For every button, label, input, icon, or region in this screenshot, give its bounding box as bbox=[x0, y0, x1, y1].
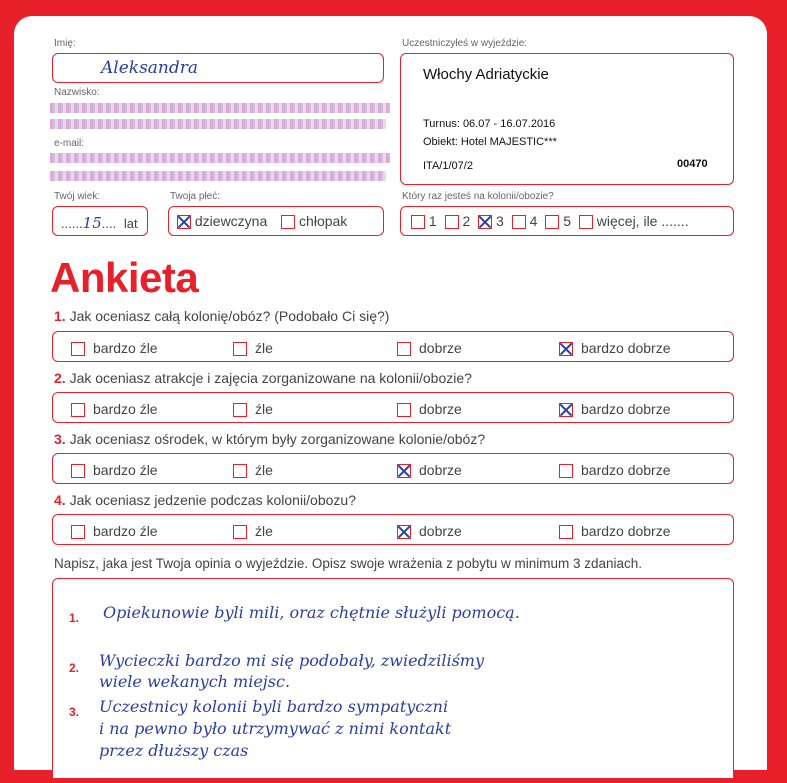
q2-checkbox-2[interactable] bbox=[233, 403, 247, 417]
trip-box bbox=[400, 53, 734, 185]
q2-option-bardzo-dobrze: bardzo dobrze bbox=[559, 401, 671, 417]
trip-destination: Włochy Adriatyckie bbox=[423, 66, 549, 83]
q1-option-bardzo-dobrze: bardzo dobrze bbox=[559, 340, 671, 356]
q3-checkbox-2[interactable] bbox=[233, 464, 247, 478]
q4-checkbox-1[interactable] bbox=[71, 525, 85, 539]
times-2-label: 2 bbox=[462, 213, 471, 229]
opinion-line-3: wiele wekanych miejsc. bbox=[99, 672, 291, 691]
age-label: Twój wiek: bbox=[54, 191, 101, 202]
times-5-checkbox[interactable] bbox=[545, 215, 559, 229]
age-unit: lat bbox=[123, 216, 138, 231]
q2-option-bardzo-zle: bardzo źle bbox=[71, 401, 158, 417]
age-field[interactable] bbox=[52, 206, 148, 236]
times-1-label: 1 bbox=[428, 213, 437, 229]
times-label: Który raz jesteś na kolonii/obozie? bbox=[402, 191, 554, 202]
age-dots-suffix: .... bbox=[101, 216, 117, 231]
name-field[interactable] bbox=[52, 53, 384, 83]
q1-checkbox-2[interactable] bbox=[233, 342, 247, 356]
trip-number: 00470 bbox=[677, 158, 708, 170]
times-2-checkbox[interactable] bbox=[445, 215, 459, 229]
q1-checkbox-4[interactable] bbox=[559, 342, 573, 356]
gender-female-checkbox[interactable] bbox=[177, 215, 191, 229]
question-3: 3. Jak oceniasz ośrodek, w którym były zorganizowane kolonie/obóz? bbox=[54, 431, 486, 447]
times-3-checkbox[interactable] bbox=[478, 215, 492, 229]
question-1: 1. Jak oceniasz całą kolonię/obóz? (Podobało Ci się?) bbox=[54, 308, 390, 324]
q3-checkbox-4[interactable] bbox=[559, 464, 573, 478]
opinion-line-1: Opiekunowie byli mili, oraz chętnie służyli pomocą. bbox=[103, 603, 520, 622]
q1-option-bardzo-zle: bardzo źle bbox=[71, 340, 158, 356]
q2-checkbox-4[interactable] bbox=[559, 403, 573, 417]
times-field bbox=[400, 206, 734, 236]
opinion-num-2: 2. bbox=[69, 661, 80, 675]
surname-label: Nazwisko: bbox=[54, 87, 100, 98]
q2-checkbox-1[interactable] bbox=[71, 403, 85, 417]
times-more-label: więcej, ile ....... bbox=[596, 213, 689, 229]
q1-option-dobrze: dobrze bbox=[397, 340, 462, 356]
question-2: 2. Jak oceniasz atrakcje i zajęcia zorganizowane na kolonii/obozie? bbox=[54, 370, 472, 386]
q1-checkbox-1[interactable] bbox=[71, 342, 85, 356]
q4-checkbox-3[interactable] bbox=[397, 525, 411, 539]
trip-turnus: Turnus: 06.07 - 16.07.2016 bbox=[423, 118, 556, 130]
times-3-label: 3 bbox=[496, 213, 504, 229]
times-1-checkbox[interactable] bbox=[411, 215, 425, 229]
q2-option-zle: źle bbox=[233, 401, 273, 417]
question-4-options bbox=[52, 514, 734, 545]
gender-female-label: dziewczyna bbox=[194, 213, 268, 229]
times-4-label: 4 bbox=[529, 213, 538, 229]
opinion-num-3: 3. bbox=[69, 705, 80, 719]
age-value: 15 bbox=[82, 214, 102, 232]
age-dots-prefix: ...... bbox=[61, 216, 83, 231]
trip-label: Uczestniczyłeś w wyjeździe: bbox=[402, 38, 528, 49]
trip-code: ITA/1/07/2 bbox=[423, 160, 473, 172]
q3-checkbox-3[interactable] bbox=[397, 464, 411, 478]
opinion-line-4: Uczestnicy kolonii byli bardzo sympatyczni bbox=[99, 697, 449, 716]
survey-sheet bbox=[14, 16, 767, 770]
q4-checkbox-4[interactable] bbox=[559, 525, 573, 539]
q3-option-bardzo-zle: bardzo źle bbox=[71, 462, 158, 478]
question-1-options bbox=[52, 331, 734, 362]
times-5-label: 5 bbox=[563, 213, 571, 229]
q4-option-bardzo-dobrze: bardzo dobrze bbox=[559, 523, 671, 539]
question-3-options bbox=[52, 453, 734, 484]
q3-checkbox-1[interactable] bbox=[71, 464, 85, 478]
q4-checkbox-2[interactable] bbox=[233, 525, 247, 539]
q4-option-dobrze: dobrze bbox=[397, 523, 462, 539]
gender-field bbox=[168, 206, 384, 236]
q1-option-zle: źle bbox=[233, 340, 273, 356]
gender-male-checkbox[interactable] bbox=[281, 215, 295, 229]
q4-option-bardzo-zle: bardzo źle bbox=[71, 523, 158, 539]
q1-checkbox-3[interactable] bbox=[397, 342, 411, 356]
q3-option-dobrze: dobrze bbox=[397, 462, 462, 478]
q4-option-zle: źle bbox=[233, 523, 273, 539]
opinion-line-5: i na pewno było utrzymywać z nimi kontakt bbox=[99, 719, 452, 738]
question-2-options bbox=[52, 392, 734, 423]
name-value: Aleksandra bbox=[101, 58, 199, 78]
survey-title: Ankieta bbox=[50, 254, 199, 301]
name-label: Imię: bbox=[54, 38, 76, 49]
opinion-prompt: Napisz, jaka jest Twoja opinia o wyjeździe. Opisz swoje wrażenia z pobytu w minimum 3 zdaniach. bbox=[54, 556, 643, 571]
opinion-num-1: 1. bbox=[69, 611, 80, 625]
question-4: 4. Jak oceniasz jedzenie podczas kolonii/obozu? bbox=[54, 492, 356, 508]
q2-checkbox-3[interactable] bbox=[397, 403, 411, 417]
opinion-field[interactable] bbox=[52, 578, 734, 778]
gender-male-label: chłopak bbox=[299, 213, 348, 229]
times-4-checkbox[interactable] bbox=[512, 215, 526, 229]
email-label: e-mail: bbox=[54, 138, 85, 149]
q3-option-zle: źle bbox=[233, 462, 273, 478]
q2-option-dobrze: dobrze bbox=[397, 401, 462, 417]
gender-label: Twoja płeć: bbox=[170, 191, 221, 202]
trip-obiekt: Obiekt: Hotel MAJESTIC*** bbox=[423, 136, 557, 148]
opinion-line-6: przez dłuższy czas bbox=[99, 741, 249, 760]
q3-option-bardzo-dobrze: bardzo dobrze bbox=[559, 462, 671, 478]
opinion-line-2: Wycieczki bardzo mi się podobały, zwiedziliśmy bbox=[99, 651, 485, 670]
times-more-checkbox[interactable] bbox=[579, 215, 593, 229]
